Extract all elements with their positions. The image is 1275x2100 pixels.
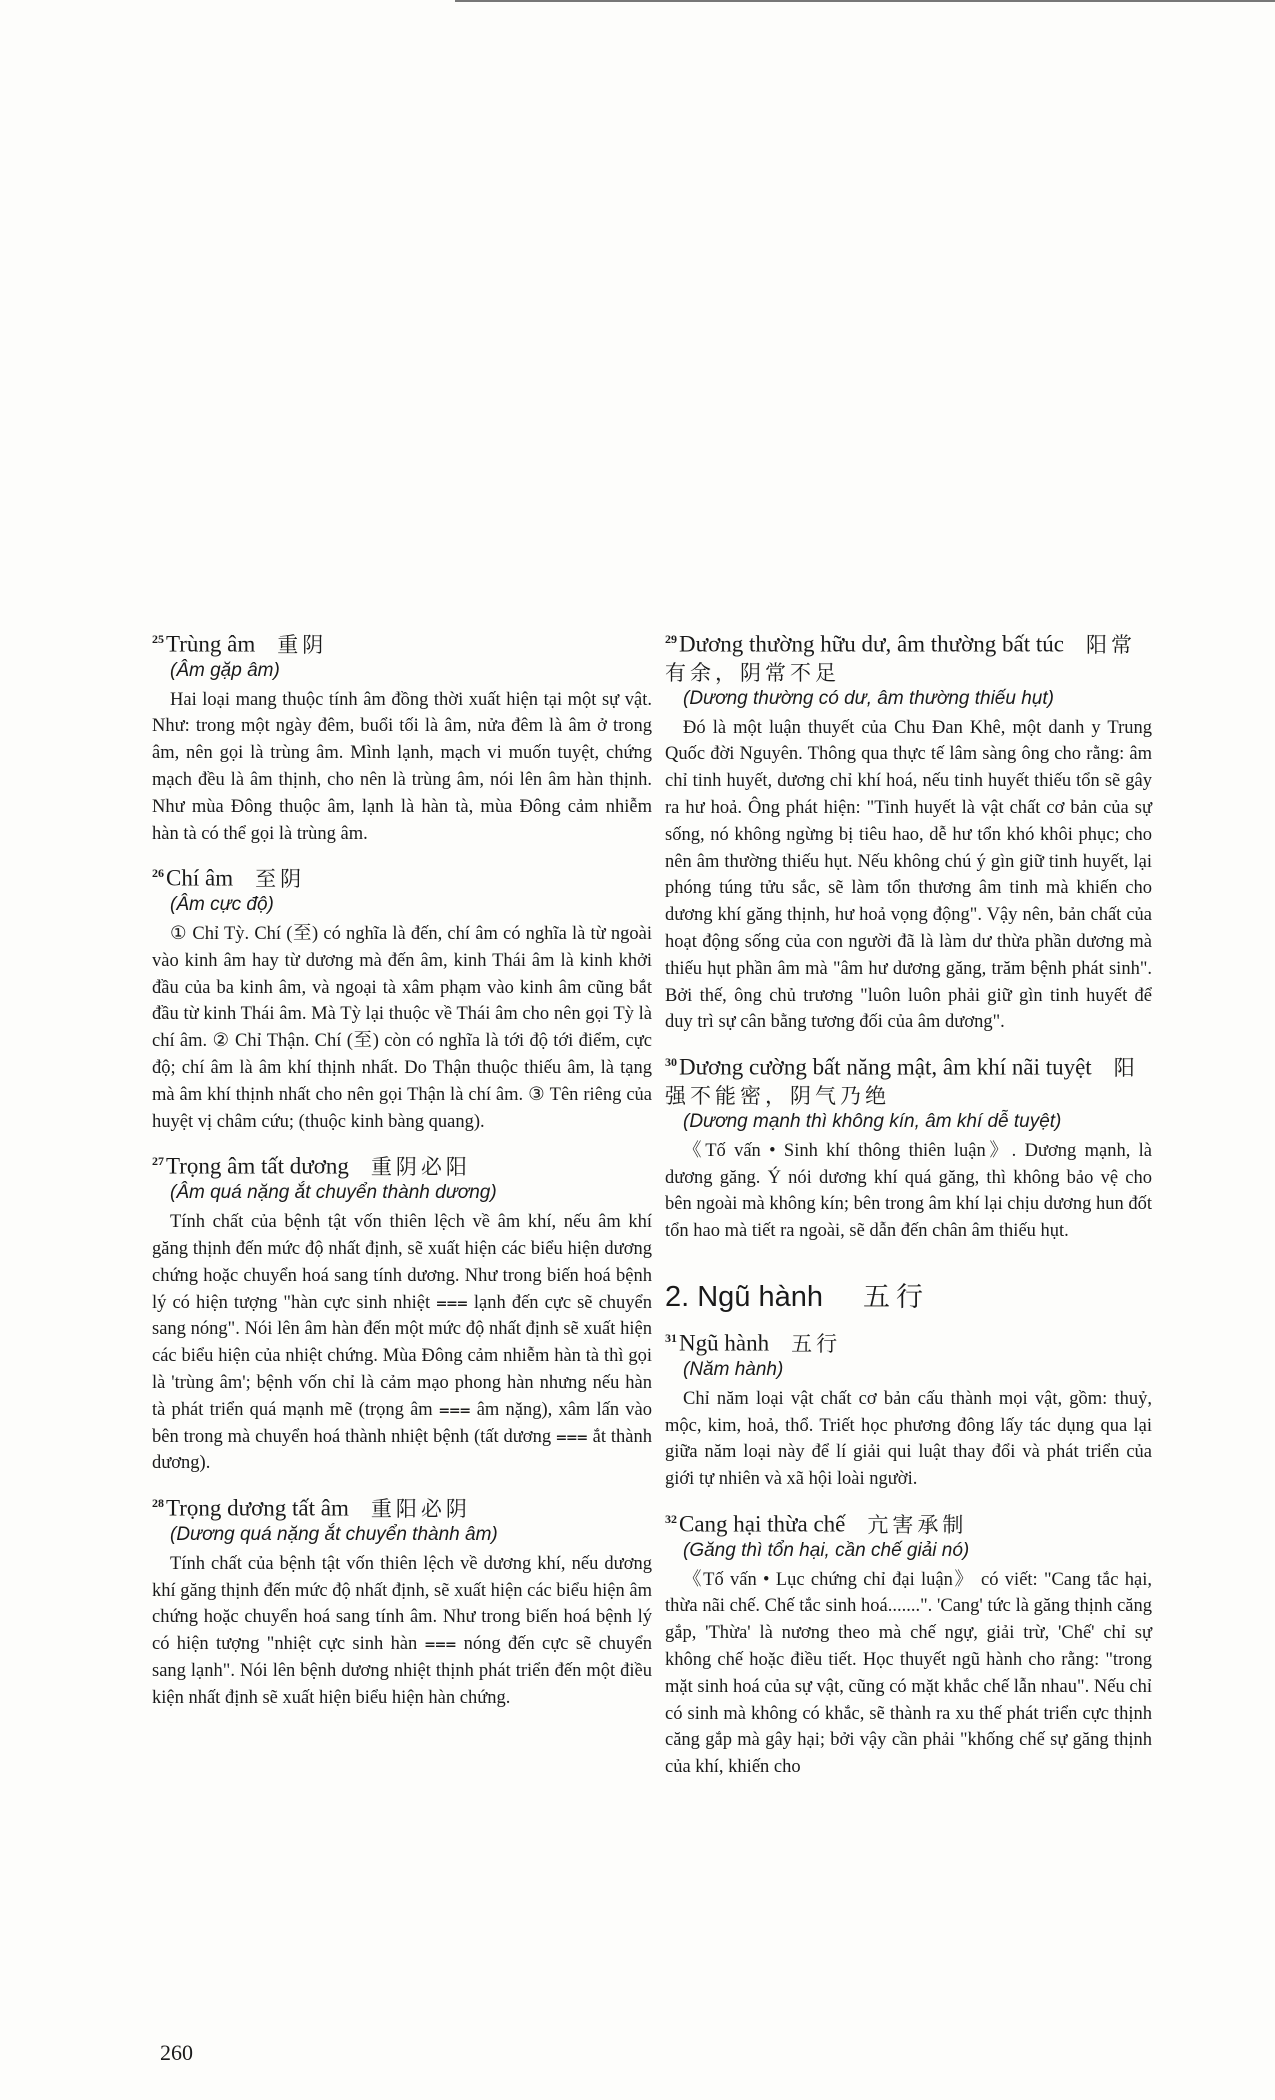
section-title: [665, 1279, 1152, 1316]
entry-body: Đó là một luận thuyết của Chu Đan Khê, một danh y Trung Quốc đời Nguyên. Thông qua thực tế lâm sàng ông cho rằng: âm chỉ tinh huyết, dương chỉ khí hoá, nếu tinh huyết thiếu tổn sẽ gây ra hư hoả. Ông phát hiện: "Tinh huyết là vật chất cơ bản của sự sống, nó không ngừng bị tiêu hao, dễ hư tổn khó khôi phục; cho nên âm thường thiếu hụt. Nếu không chú ý gìn giữ tinh huyết, lại phóng túng tửu sắc, sẽ làm tổn thương âm tinh mà khiến cho dương khí găng thịnh, hư hoả vọng động". Vậy nên, bản chất của hoạt động sống của con người đã là làm dư thừa phần dương mà thiếu hụt phần âm mà "âm hư dương găng, trăm bệnh phát sinh". Bởi thế, ông chủ trương "luôn luôn phải giữ gìn tinh huyết để duy trì sự cân bằng tương đối của âm dương".: [665, 717, 1152, 1033]
entry-heading: [665, 625, 1152, 687]
entry-title: Cang hại thừa chế: [679, 1511, 846, 1537]
entry-title: Trọng âm tất dương: [166, 1154, 349, 1180]
page-number: 260: [160, 2040, 193, 2065]
entry-translation: (Âm gặp âm): [170, 659, 280, 681]
entry-translation: (Âm quá nặng ắt chuyển thành dương): [170, 1182, 497, 1204]
entry-translation: (Âm cực độ): [170, 894, 274, 916]
entry-number: 28: [152, 1496, 164, 1511]
entry-heading: [665, 1505, 1152, 1539]
entry-title: Trọng dương tất âm: [166, 1495, 349, 1521]
entry-han: 重阳必阴: [370, 1496, 471, 1521]
entry-28: [152, 1489, 652, 1711]
entry-heading: [152, 625, 652, 659]
entry-body: ① Chỉ Tỳ. Chí (至) có nghĩa là đến, chí âm có nghĩa là từ ngoài vào kinh âm hay từ dương mà đến âm, kinh Thái âm là kinh khởi đầu của ba kinh âm, và ngoại tà xâm phạm vào kinh âm cũng bắt đầu từ kinh Thái âm. Mà Tỳ lại thuộc về Thái âm cho nên gọi Tỳ là chí âm. ② Chỉ Thận. Chí (至) còn có nghĩa là tới độ tới điểm, cực độ; chí âm là âm khí thịnh nhất. Do Thận thuộc thiếu âm, là tạng mà âm khí thịnh nhất cho nên gọi Thận là chí âm. ③ Tên riêng của huyệt vị châm cứu; (thuộc kinh bàng quang).: [152, 924, 652, 1132]
entry-29: [665, 625, 1152, 1036]
entry-body: 《Tố vấn • Sinh khí thông thiên luận》. Dương mạnh, là dương găng. Ý nói dương khí quá găng, thì không bảo vệ cho bên ngoài mà không kín; bên trong âm khí lại chịu dương hun đốt tổn hao mà tiết ra ngoài, sẽ dẫn đến chân âm thiếu hụt.: [665, 1140, 1152, 1242]
entry-body: Tính chất của bệnh tật vốn thiên lệch về âm khí, nếu âm khí găng thịnh đến mức độ nhất định, sẽ xuất hiện các biểu hiện dương chứng hoặc chuyển hoá sang tính dương. Như trong biến hoá bệnh lý có hiện tượng "hàn cực sinh nhiệt ⩶ lạnh đến cực sẽ chuyển sang nóng". Nói lên âm hàn đến một mức độ nhất định sẽ xuất hiện các biểu hiện của nhiệt chứng. Mùa Đông cảm nhiễm hàn tà thì gọi là 'trùng âm'; bệnh vốn chỉ là cảm mạo phong hàn nhưng nếu hàn tà phát triển quá mạnh mẽ (trọng âm ⩶ âm nặng), xâm lấn vào bên trong mà chuyển hoá thành nhiệt bệnh (tất dương ⩶ ắt thành dương).: [152, 1212, 652, 1474]
entry-translation: (Dương mạnh thì không kín, âm khí dễ tuyệt): [683, 1110, 1062, 1132]
entry-number: 26: [152, 866, 164, 881]
entry-title: Trùng âm: [166, 631, 256, 657]
entry-han: 重阴必阳: [370, 1155, 471, 1180]
entry-heading: [152, 1489, 652, 1523]
entry-han: 阳常有余，阴常不足: [665, 632, 1137, 685]
entry-number: 32: [665, 1511, 677, 1526]
entry-body: Tính chất của bệnh tật vốn thiên lệch về dương khí, nếu dương khí găng thịnh đến mức độ nhất định, sẽ xuất hiện các biểu hiện âm chứng hoặc chuyển hoá sang tính âm. Như trong biến hoá bệnh lý có hiện tượng "nhiệt cực sinh hàn ⩶ nóng đến cực sẽ chuyển sang lạnh". Nói lên bệnh dương nhiệt thịnh phát triển đến một điều kiện nhất định sẽ xuất hiện biểu hiện hàn chứng.: [152, 1553, 652, 1708]
entry-translation: (Dương quá nặng ắt chuyển thành âm): [170, 1523, 498, 1545]
left-column: [152, 625, 652, 1724]
entry-number: 25: [152, 632, 164, 646]
entry-han: 亢害承制: [867, 1512, 968, 1537]
entry-31: [665, 1324, 1152, 1493]
entry-han: 阳强不能密，阴气乃绝: [665, 1055, 1139, 1108]
entry-han: 五行: [791, 1331, 842, 1356]
entry-heading: [665, 1048, 1152, 1110]
entry-heading: [152, 859, 652, 893]
entry-heading: [152, 1147, 652, 1181]
entry-30: [665, 1048, 1152, 1245]
entry-body: Hai loại mang thuộc tính âm đồng thời xuất hiện tại một sự vật. Như: trong một ngày đêm, buổi tối là âm, nửa đêm là âm ở trong âm, nên gọi là trùng âm. Mình lạnh, mạch vi muốn tuyệt, chứng mạch đều là âm thịnh, cho nên là trùng âm, nói lên âm hàn thịnh. Như mùa Đông thuộc âm, lạnh là hàn tà, mùa Đông cảm nhiễm hàn tà có thể gọi là trùng âm.: [152, 689, 652, 844]
section-title-han: 五行: [863, 1282, 930, 1314]
entry-32: [665, 1505, 1152, 1781]
entry-translation: (Năm hành): [683, 1358, 784, 1380]
entry-han: 重阴: [277, 632, 328, 657]
entry-translation: (Dương thường có dư, âm thường thiếu hụt): [683, 687, 1054, 709]
entry-body: 《Tố vấn • Lục chứng chỉ đại luận》 có viết: "Cang tắc hại, thừa nãi chế. Chế tắc sinh hoá.......". 'Cang' tức là găng thịnh căng gắp, 'Thừa' là nương theo mà chế ngự, giải trừ, 'Chế' chỉ sự không chế hoặc điều tiết. Học thuyết ngũ hành cho rằng: "trong mặt sinh hoá của sự vật, cũng có mặt khắc chế lẫn nhau". Nếu chỉ có sinh mà không có khắc, sẽ thành ra xu thế phát triển cực thịnh căng gắp mà gây hại; bởi vậy cần phải "khống chế sự găng thịnh của khí, khiến cho: [665, 1569, 1152, 1778]
entry-number: 31: [665, 1331, 677, 1346]
entry-number: 29: [665, 632, 677, 646]
section-title-text: 2. Ngũ hành: [665, 1281, 824, 1314]
entry-number: 30: [665, 1055, 677, 1070]
entry-heading: [665, 1324, 1152, 1358]
entry-number: 27: [152, 1154, 164, 1169]
entry-translation: (Găng thì tổn hại, cần chế giải nó): [683, 1539, 970, 1561]
entry-title: Chí âm: [166, 866, 234, 892]
entry-body: Chỉ năm loại vật chất cơ bản cấu thành mọi vật, gồm: thuỷ, mộc, kim, hoả, thổ. Triết học phương đông lấy tác dụng qua lại giữa năm loại này để lí giải qui luật thay đổi và phát triển của giới tự nhiên và xã hội loài người.: [665, 1388, 1152, 1490]
entry-title: Dương cường bất năng mật, âm khí nãi tuyệt: [679, 1054, 1092, 1080]
entry-25: [152, 625, 652, 847]
top-rule: [455, 0, 1275, 2]
right-column: [665, 625, 1152, 1793]
entry-26: [152, 859, 652, 1135]
entry-title: Dương thường hữu dư, âm thường bất túc: [679, 631, 1065, 657]
entry-title: Ngũ hành: [679, 1330, 770, 1356]
entry-han: 至阴: [255, 867, 306, 892]
entry-27: [152, 1147, 652, 1477]
